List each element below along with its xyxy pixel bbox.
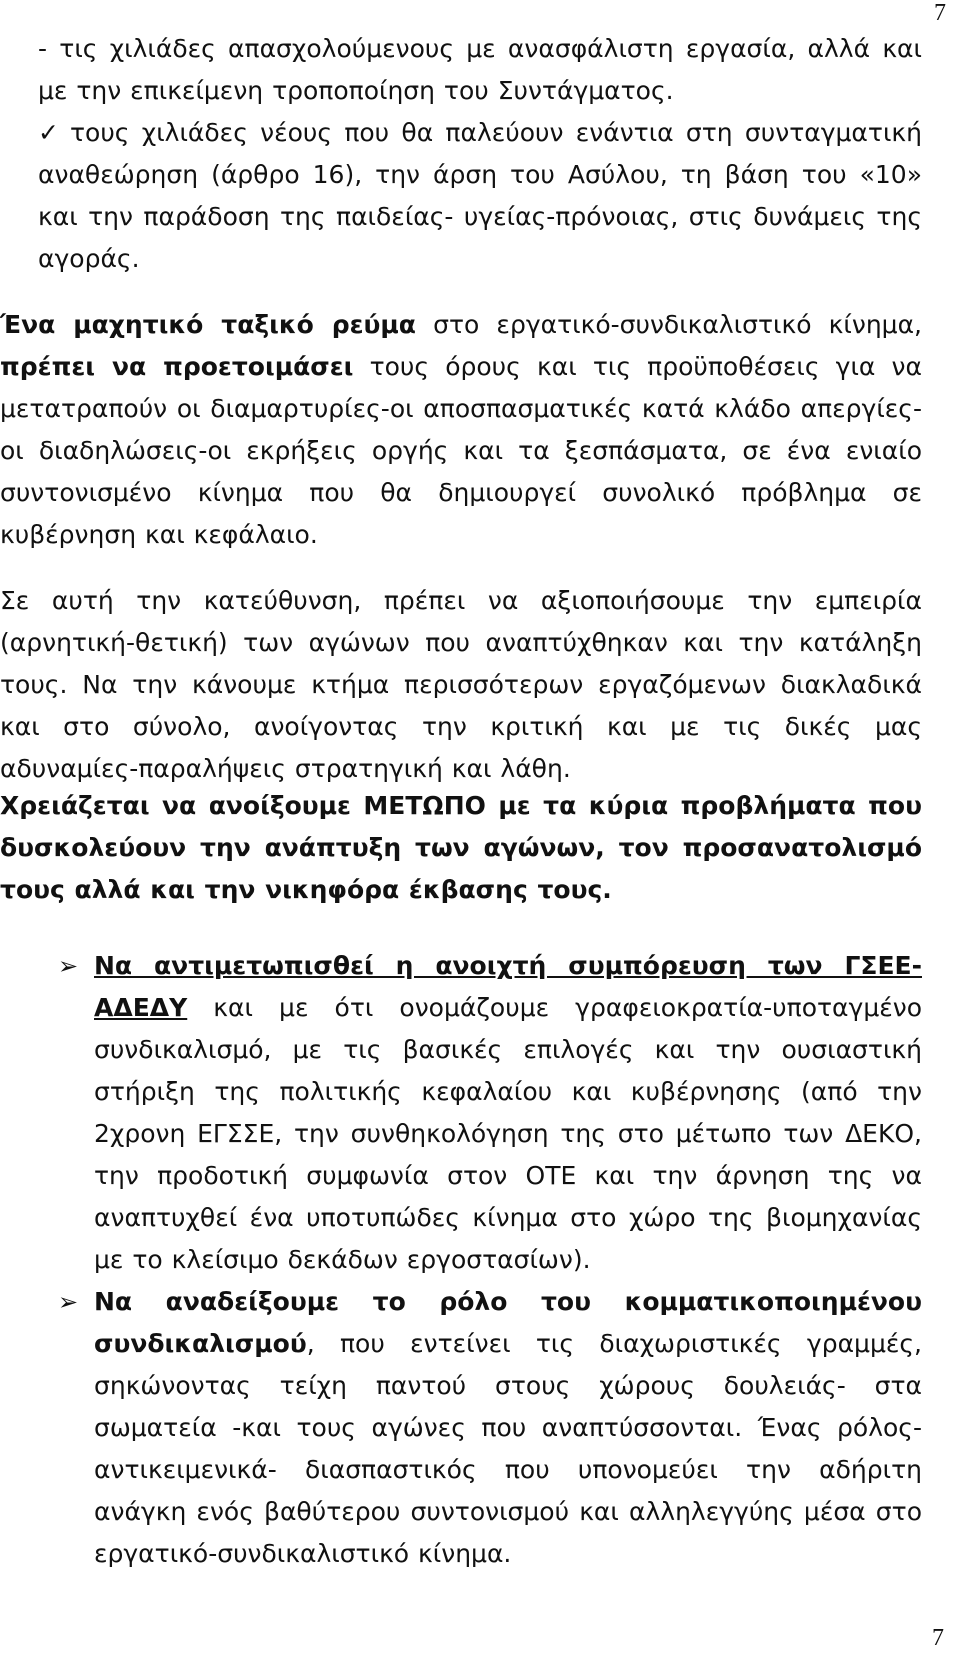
paragraph-text: τους όρους και τις προϋποθέσεις για να μετατραπούν οι διαμαρτυρίες-οι αποσπασματικές κατά κλάδο απεργίες- οι διαδηλώσεις-οι εκρήξεις οργής και τα ξεσπάσματα, σε ένα ενιαίο συντονισμένο κίνημα που θα δημιουργεί συνολικό πρόβλημα σε κυβέρνηση και κεφάλαιο. xyxy=(0,352,922,549)
list-item-text: - τις χιλιάδες απασχολούμενους με ανασφάλιστη εργασία, αλλά και με την επικείμενη τροποποίηση του Συντάγματος. xyxy=(38,34,922,105)
paragraph-1 xyxy=(0,304,922,556)
list-item-text: τους χιλιάδες νέους που θα παλεύουν ενάντια στη συνταγματική αναθεώρηση (άρθρο 16), την άρση του Ασύλου, τη βάση του «10» και την παράδοση της παιδείας- υγείας-πρόνοιας, στις δυνάμεις της αγοράς. xyxy=(38,118,922,273)
page-number-top: 7 xyxy=(934,0,946,26)
bold-phrase: Ένα μαχητικό ταξικό ρεύμα xyxy=(0,310,416,339)
paragraph-text: Σε αυτή την κατεύθυνση, πρέπει να αξιοποιήσουμε την εμπειρία (αρνητική-θετική) των αγώνων που αναπτύχθηκαν και την κατάληξη τους. Να την κάνουμε κτήμα περισσότερων εργαζόμενων διακλαδικά και στο σύνολο, ανοίγοντας την κριτική και με τις δικές μας αδυναμίες-παραλήψεις στρατηγική και λάθη. xyxy=(0,586,922,783)
paragraph-3 xyxy=(0,785,922,911)
bullet-item xyxy=(58,1281,922,1575)
paragraph-text: Χρειάζεται να ανοίξουμε ΜΕΤΩΠΟ με τα κύρια προβλήματα που δυσκολεύουν την ανάπτυξη των αγώνων, τον προσανατολισμό τους αλλά και την νικηφόρα έκβασης τους. xyxy=(0,791,922,904)
bullet-list xyxy=(58,945,922,1575)
bullet-item xyxy=(58,945,922,1281)
list-item xyxy=(38,28,922,112)
page-number-bottom: 7 xyxy=(932,1625,944,1651)
underlined-heading: Να αντιμετωπισθεί η ανοιχτή συμπόρευση των ΓΣΕΕ-ΑΔΕΔΥ xyxy=(94,951,922,1022)
bullet-text: και με ότι ονομάζουμε γραφειοκρατία-υποταγμένο συνδικαλισμό, με τις βασικές επιλογές και την ουσιαστική στήριξη της πολιτικής κεφαλαίου και κυβέρνησης (από την 2χρονη ΕΓΣΣΕ, την συνθηκολόγηση της στο μέτωπο των ΔΕΚΟ, την προδοτική συμφωνία στον ΟΤΕ και την άρνηση της να αναπτυχθεί ένα υποτυπώδες κίνημα στο χώρο της βιομηχανίας με το κλείσιμο δεκάδων εργοστασίων). xyxy=(94,993,922,1274)
arrow-bullet-icon: ➢ xyxy=(58,1288,79,1316)
arrow-bullet-icon: ➢ xyxy=(58,952,79,980)
bold-phrase: πρέπει να προετοιμάσει xyxy=(0,352,354,381)
paragraph-text: στο εργατικό-συνδικαλιστικό κίνημα, xyxy=(415,310,922,339)
bullet-text: , που εντείνει τις διαχωριστικές γραμμές, σηκώνοντας τείχη παντού στους χώρους δουλειάς- στα σωματεία -και τους αγώνες που αναπτύσσονται. Ένας ρόλος-αντικειμενικά- διασπαστικός που υπονομεύει την αδήριτη ανάγκη ενός βαθύτερου συντονισμού και αλληλεγγύης μέσα στο εργατικό-συνδικαλιστικό κίνημα. xyxy=(94,1329,922,1568)
intro-list xyxy=(38,28,922,280)
bold-heading: Να αναδείξουμε το ρόλο του κομματικοποιημένου συνδικαλισμού xyxy=(94,1287,922,1358)
checkmark-icon: ✓ xyxy=(38,118,59,147)
list-item xyxy=(38,112,922,280)
paragraph-2 xyxy=(0,580,922,790)
